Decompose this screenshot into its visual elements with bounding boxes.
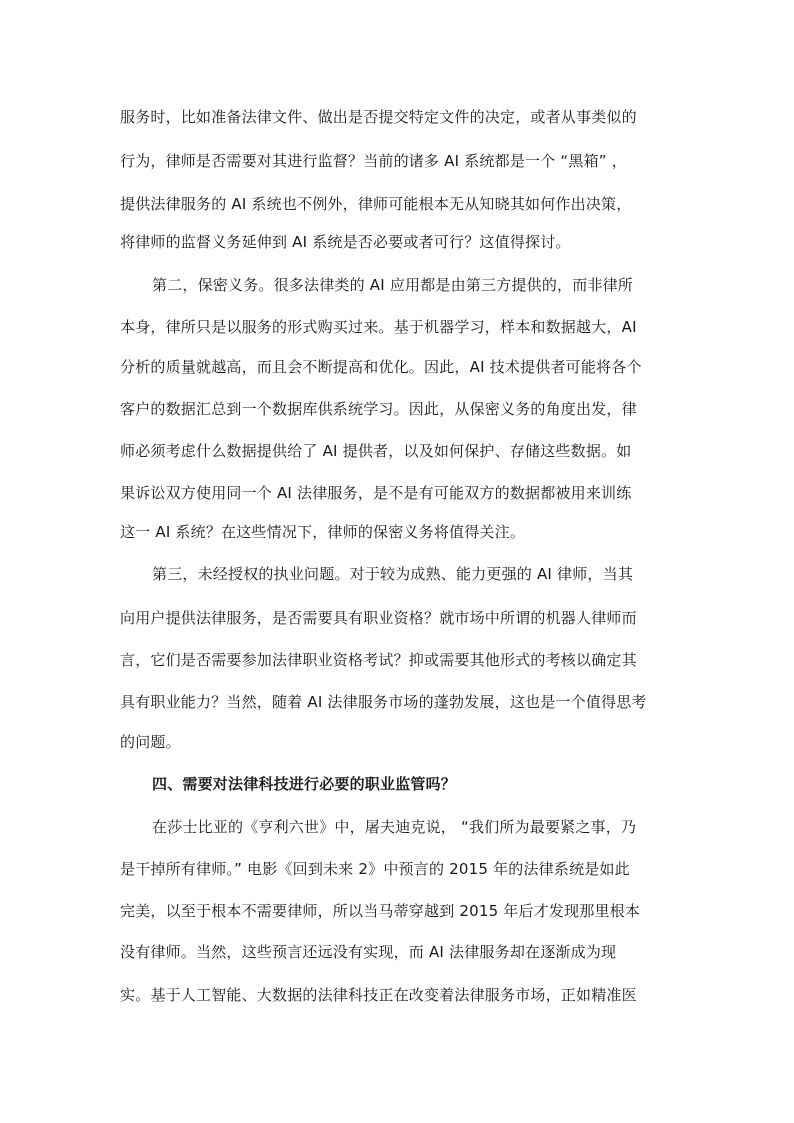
text-line: 客户的数据汇总到一个数据库供系统学习。因此，从保密义务的角度出发，律 [120, 400, 637, 418]
paragraph-first-line: 在莎士比亚的《亨利六世》中，屠夫迪克说， “我们所为最要紧之事，乃 [152, 818, 637, 836]
text-line: 提供法律服务的 AI 系统也不例外，律师可能根本无从知晓其如何作出决策， [120, 195, 632, 213]
text-line: 分析的质量就越高，而且会不断提高和优化。因此，AI 技术提供者可能将各个 [120, 358, 642, 376]
text-line: 师必须考虑什么数据提供给了 AI 提供者，以及如何保护、存储这些数据。如 [120, 442, 632, 460]
text-line: 果诉讼双方使用同一个 AI 法律服务，是不是有可能双方的数据都被用来训练 [120, 484, 632, 502]
text-line: 没有律师。当然，这些预言还远没有实现，而 AI 法律服务却在逐渐成为现 [120, 943, 617, 961]
text-line: 本身，律所只是以服务的形式购买过来。基于机器学习，样本和数据越大，AI [120, 318, 637, 336]
section-heading: 四、需要对法律科技进行必要的职业监管吗？ [152, 775, 457, 793]
text-line: 是干掉所有律师。” 电影《回到未来 2》中预言的 2015 年的法律系统是如此 [120, 860, 630, 878]
text-line: 的问题。 [120, 733, 181, 751]
text-line: 将律师的监督义务延伸到 AI 系统是否必要或者可行？这值得探讨。 [120, 233, 571, 251]
text-line: 行为，律师是否需要对其进行监督？当前的诸多 AI 系统都是一个 “黑箱” ， [120, 152, 627, 170]
text-line: 向用户提供法律服务，是否需要具有职业资格？就市场中所谓的机器人律师而 [120, 609, 637, 627]
text-line: 具有职业能力？当然，随着 AI 法律服务市场的蓬勃发展，这也是一个值得思考 [120, 693, 647, 711]
text-line: 这一 AI 系统？在这些情况下，律师的保密义务将值得关注。 [120, 523, 526, 541]
text-line: 言，它们是否需要参加法律职业资格考试？抑或需要其他形式的考核以确定其 [120, 651, 637, 669]
paragraph-first-line: 第三，未经授权的执业问题。对于较为成熟、能力更强的 AI 律师，当其 [152, 565, 634, 583]
text-line: 服务时，比如准备法律文件、做出是否提交特定文件的决定，或者从事类似的 [120, 108, 637, 126]
text-line: 完美，以至于根本不需要律师，所以当马蒂穿越到 2015 年后才发现那里根本 [120, 902, 641, 920]
paragraph-first-line: 第二，保密义务。很多法律类的 AI 应用都是由第三方提供的，而非律所 [152, 276, 634, 294]
text-line: 实。基于人工智能、大数据的法律科技正在改变着法律服务市场，正如精准医 [120, 986, 637, 1004]
